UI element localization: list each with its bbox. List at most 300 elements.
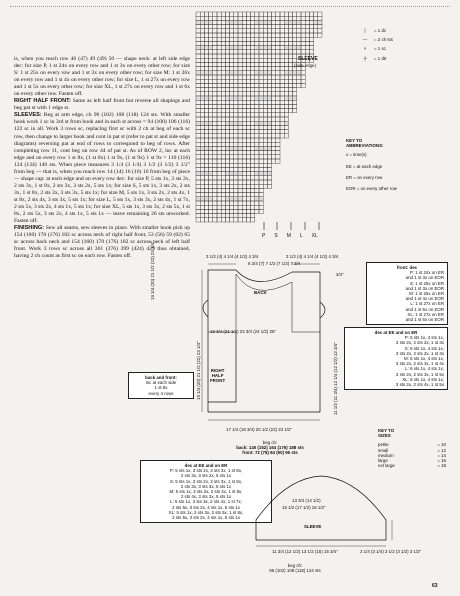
chart-cell <box>272 20 276 24</box>
chart-cell <box>213 83 217 87</box>
chart-cell <box>272 29 276 33</box>
chart-cell <box>242 67 246 71</box>
chart-cell <box>242 176 246 180</box>
chart-cell <box>213 134 217 138</box>
chart-cell <box>213 125 217 129</box>
chart-cell <box>246 184 250 188</box>
chart-cell <box>200 167 204 171</box>
chart-cell <box>238 209 242 213</box>
chart-cell <box>213 130 217 134</box>
chart-cell <box>242 29 246 33</box>
chart-cell <box>230 151 234 155</box>
chart-cell <box>234 121 238 125</box>
chart-cell <box>217 184 221 188</box>
chart-cell <box>196 50 200 54</box>
chart-cell <box>209 125 213 129</box>
chart-cell <box>284 79 288 83</box>
chart-cell <box>217 218 221 222</box>
chart-cell <box>293 58 297 62</box>
size-row: ext large = 18 <box>378 463 446 469</box>
chart-cell <box>225 83 229 87</box>
chart-cell <box>272 75 276 79</box>
chart-cell <box>225 125 229 129</box>
chart-cell <box>301 46 305 50</box>
chart-cell <box>263 88 267 92</box>
chart-cell <box>259 125 263 129</box>
chart-cell <box>221 100 225 104</box>
chart-cell <box>305 46 309 50</box>
symbol-row: | = 1 dc <box>364 28 387 33</box>
chart-cell <box>255 29 259 33</box>
chart-cell <box>251 109 255 113</box>
chart-cell <box>209 180 213 184</box>
chart-cell <box>242 37 246 41</box>
chart-cell <box>280 62 284 66</box>
chart-cell <box>276 113 280 117</box>
chart-cell <box>213 12 217 16</box>
chart-cell <box>213 62 217 66</box>
chart-cell <box>284 54 288 58</box>
chart-cell <box>276 79 280 83</box>
chart-cell <box>288 50 292 54</box>
chart-cell <box>251 218 255 222</box>
chart-cell <box>242 104 246 108</box>
chart-cell <box>213 20 217 24</box>
chart-cell <box>238 113 242 117</box>
chart-cell <box>267 46 271 50</box>
chart-cell <box>242 100 246 104</box>
chart-cell <box>196 146 200 150</box>
chart-cell <box>196 100 200 104</box>
chart-cell <box>251 125 255 129</box>
chart-cell <box>217 16 221 20</box>
chart-cell <box>213 151 217 155</box>
chart-cell <box>251 54 255 58</box>
chart-cell <box>242 151 246 155</box>
chart-cell <box>230 184 234 188</box>
chart-cell <box>276 100 280 104</box>
chart-cell <box>276 104 280 108</box>
chart-cell <box>196 12 200 16</box>
chart-cell <box>280 12 284 16</box>
chart-cell <box>267 121 271 125</box>
chart-cell <box>255 188 259 192</box>
chart-cell <box>200 16 204 20</box>
chart-cell <box>238 197 242 201</box>
chart-cell <box>276 83 280 87</box>
chart-cell <box>263 100 267 104</box>
chart-cell <box>238 151 242 155</box>
chart-cell <box>204 54 208 58</box>
chart-cell <box>288 109 292 113</box>
chart-cell <box>259 67 263 71</box>
chart-cell <box>196 130 200 134</box>
chart-cell <box>213 146 217 150</box>
instructions-p3: SLEEVES: Beg at arm edge, ch 96 (102) 108 (118) 124 sts. With smaller hook work 1 sc in 3rd st from hook and in each st across = 94 (100) 106 (116) 122 sc in all. Work 3 rows sc, replacing first sc with 2 ch at beg of each sc row, then change to larger hook and cont in pat st (refer to pat st and side edge diagrams) reversing pat at end of rows to correspond to beg of rows. After completing row 11, cont beg on row 44 of pat st. As of ROW 2, inc at each edge and on every row 1 st 8x, (1 st 8x) 1 st 9x, (1 st 9x) 1 st 9x = 110 (116) 124 (134) 140 sts. When piece measures 3 1/4 (3 1/4) 3 1/2 (3 1/2) 3 1/2" from beg — that is, when you reach row 14 (14) 16 (16) 16 from beg of piece — shape cap: at each edge and on every row dec: for size P, 5 sts 1x, 3 sts 2x, 2 sts 3x, 1 st 8x, 2 sts 3x, 3 sts 2x, 5 sts 1x; for size S, 5 sts 1x, 3 sts 2x, 2 sts 3x, 1 st 8x, 2 sts 3x, 3 sts 3x, 5 sts 1x; for size M, 5 sts 1x, 3 sts 2x, 2 sts 4x, 1 st 8x, 2 sts 4x, 3 sts 3x, 5 sts 1x; for size L, 5 sts 1x, 3 sts 3x, 2 sts 4x, 1 st 7x, 2 sts 5x, 3 sts 2x, 4 sts 1x, 5 sts 1x; for size XL, 5 sts 1x, 3 sts 3x, 2 sts 5x, 1 st 8x, 2 sts 5x, 3 sts 2x, 4 sts 1x, 5 sts 1x — leave remaining 26 sts unworked. Fasten off. <box>14 112 190 225</box>
size-label-m: M <box>286 233 291 239</box>
chart-subtitle: (side edge) <box>294 63 316 68</box>
chart-cell <box>272 92 276 96</box>
chart-cell <box>196 138 200 142</box>
chart-cell <box>230 155 234 159</box>
chart-cell <box>230 159 234 163</box>
chart-title: SLEEVE <box>298 56 318 62</box>
chart-cell <box>280 41 284 45</box>
chart-cell <box>288 88 292 92</box>
chart-cell <box>251 92 255 96</box>
chart-cell <box>221 142 225 146</box>
abbreviations-key <box>346 138 446 191</box>
chart-cell <box>293 71 297 75</box>
chart-cell <box>200 184 204 188</box>
chart-cell <box>230 180 234 184</box>
chart-cell <box>204 33 208 37</box>
chart-cell <box>225 25 229 29</box>
chart-cell <box>267 92 271 96</box>
chart-cell <box>225 12 229 16</box>
chart-cell <box>225 151 229 155</box>
chart-cell <box>196 29 200 33</box>
chart-cell <box>213 71 217 75</box>
chart-cell <box>267 113 271 117</box>
chart-cell <box>255 146 259 150</box>
chart-cell <box>314 20 318 24</box>
chart-cell <box>200 138 204 142</box>
chart-cell <box>314 16 318 20</box>
chart-cell <box>251 33 255 37</box>
chart-cell <box>272 109 276 113</box>
chart-cell <box>209 41 213 45</box>
chart-cell <box>242 172 246 176</box>
chart-cell <box>246 12 250 16</box>
chart-cell <box>196 37 200 41</box>
chart-cell <box>209 121 213 125</box>
chart-cell <box>255 41 259 45</box>
chart-cell <box>259 151 263 155</box>
chart-cell <box>200 50 204 54</box>
chart-cell <box>213 100 217 104</box>
chart-cell <box>293 104 297 108</box>
chart-cell <box>242 83 246 87</box>
chart-cell <box>196 25 200 29</box>
chart-cell <box>196 104 200 108</box>
chart-cell <box>234 20 238 24</box>
chart-cell <box>230 109 234 113</box>
chart-cell <box>259 188 263 192</box>
chart-cell <box>204 37 208 41</box>
chart-cell <box>196 117 200 121</box>
chart-cell <box>263 41 267 45</box>
chart-cell <box>301 41 305 45</box>
chart-cell <box>263 75 267 79</box>
chart-cell <box>297 50 301 54</box>
chart-cell <box>259 113 263 117</box>
chart-cell <box>276 117 280 121</box>
chart-cell <box>251 184 255 188</box>
chart-cell <box>246 50 250 54</box>
size-row: medium = 14 <box>378 452 446 458</box>
chart-cell <box>204 58 208 62</box>
chart-cell <box>263 125 267 129</box>
chart-cell <box>272 71 276 75</box>
chart-cell <box>238 142 242 146</box>
chart-cell <box>272 159 276 163</box>
chart-cell <box>280 75 284 79</box>
chart-cell <box>204 130 208 134</box>
chart-cell <box>230 41 234 45</box>
chart-cell <box>272 62 276 66</box>
chart-cell <box>242 121 246 125</box>
chart-cell <box>213 138 217 142</box>
chart-cell <box>196 176 200 180</box>
chart-cell <box>255 88 259 92</box>
chart-cell <box>272 151 276 155</box>
chart-cell <box>259 75 263 79</box>
chart-cell <box>204 197 208 201</box>
chart-cell <box>196 54 200 58</box>
chart-cell <box>293 88 297 92</box>
chart-cell <box>234 113 238 117</box>
chart-cell <box>251 176 255 180</box>
chart-cell <box>259 201 263 205</box>
chart-cell <box>242 16 246 20</box>
chart-cell <box>297 83 301 87</box>
chart-cell <box>284 92 288 96</box>
chart-cell <box>246 155 250 159</box>
chart-cell <box>276 109 280 113</box>
chart-cell <box>284 12 288 16</box>
chart-cell <box>221 193 225 197</box>
chart-cell <box>221 58 225 62</box>
chart-cell <box>213 109 217 113</box>
chart-cell <box>234 176 238 180</box>
chart-cell <box>209 159 213 163</box>
chart-cell <box>217 29 221 33</box>
chart-cell <box>213 184 217 188</box>
chart-cell <box>213 113 217 117</box>
chart-cell <box>221 67 225 71</box>
chart-cell <box>284 113 288 117</box>
back-top-right: 3 1/2 (4) 4 1/4 (4 1/2) 4 3/4 <box>286 254 339 259</box>
chart-cell <box>242 12 246 16</box>
sleeve-label: SLEEVE <box>304 524 322 529</box>
chart-cell <box>267 54 271 58</box>
chart-cell <box>230 67 234 71</box>
chart-cell <box>200 218 204 222</box>
chart-cell <box>272 138 276 142</box>
chart-cell <box>196 172 200 176</box>
heading-sleeves: SLEEVES: <box>14 112 42 119</box>
chart-cell <box>251 12 255 16</box>
front-height: 19 1/4 (20) 21 1/2 (22) 23 1/4" <box>196 341 201 400</box>
chart-cell <box>251 29 255 33</box>
chart-cell <box>280 104 284 108</box>
chart-cell <box>213 172 217 176</box>
chart-cell <box>221 218 225 222</box>
chart-cell <box>213 92 217 96</box>
chart-cell <box>234 33 238 37</box>
chart-cell <box>234 12 238 16</box>
chart-cell <box>259 37 263 41</box>
chart-cell <box>259 50 263 54</box>
chart-cell <box>230 197 234 201</box>
chart-cell <box>267 33 271 37</box>
chart-cell <box>242 33 246 37</box>
chart-cell <box>263 113 267 117</box>
chart-cell <box>288 79 292 83</box>
chart-cell <box>213 163 217 167</box>
chart-cell <box>259 159 263 163</box>
chart-cell <box>255 92 259 96</box>
chart-cell <box>297 16 301 20</box>
chart-cell <box>204 205 208 209</box>
page-number: 63 <box>432 583 438 589</box>
chart-cell <box>259 33 263 37</box>
chart-cell <box>225 88 229 92</box>
chart-cell <box>288 16 292 20</box>
chart-cell <box>234 146 238 150</box>
chart-cell <box>259 20 263 24</box>
chart-cell <box>200 12 204 16</box>
chart-cell <box>242 46 246 50</box>
chart-cell <box>200 125 204 129</box>
chart-cell <box>230 214 234 218</box>
chart-cell <box>246 67 250 71</box>
chart-cell <box>251 41 255 45</box>
chart-cell <box>309 37 313 41</box>
chart-cell <box>204 180 208 184</box>
chart-cell <box>288 37 292 41</box>
chart-cell <box>255 50 259 54</box>
chart-cell <box>293 83 297 87</box>
chart-cell <box>221 16 225 20</box>
chart-cell <box>196 79 200 83</box>
instructions-p1: is, when you reach row 46 (47) 49 (49) 50 — shape neck: at left side edge dec: for size P, 1 st 24x on every row and 1 st 3x on every other row; for size S: 1 st 25x on every row and 1 st 3x on every other row; for size M: 1 st 26x on every row and 1 st 4x on every other row; for size L, 1 st 27x on every row and 1 st 5x on every other row; for size XL, 1 st 27x on every row and 1 st 6x on every other row. Fasten off. <box>14 56 190 98</box>
chart-cell <box>238 130 242 134</box>
chart-cell <box>238 193 242 197</box>
chart-cell <box>293 16 297 20</box>
chart-cell <box>246 163 250 167</box>
chart-cell <box>246 54 250 58</box>
chart-cell <box>255 113 259 117</box>
chart-cell <box>255 205 259 209</box>
chart-cell <box>196 67 200 71</box>
chart-cell <box>272 121 276 125</box>
chart-cell <box>209 163 213 167</box>
chart-cell <box>238 62 242 66</box>
chart-cell <box>200 155 204 159</box>
chart-cell <box>309 50 313 54</box>
chart-cell <box>204 218 208 222</box>
chart-cell <box>225 209 229 213</box>
chart-cell <box>267 58 271 62</box>
chart-cell <box>196 184 200 188</box>
front-right-height: 11 1/2 (11 3/4) 12 1/4 (12 1/2) 12 3/4" <box>333 342 338 415</box>
chart-cell <box>221 184 225 188</box>
chart-cell <box>238 159 242 163</box>
chart-cell <box>217 176 221 180</box>
chart-cell <box>267 62 271 66</box>
chart-cell <box>263 62 267 66</box>
chart-cell <box>267 130 271 134</box>
chart-cell <box>284 16 288 20</box>
chart-cell <box>246 142 250 146</box>
chart-cell <box>213 142 217 146</box>
chart-cell <box>301 29 305 33</box>
chart-cell <box>200 142 204 146</box>
chart-cell <box>263 151 267 155</box>
chart-cell <box>293 20 297 24</box>
chart-cell <box>230 167 234 171</box>
chart-cell <box>267 12 271 16</box>
chart-cell <box>234 201 238 205</box>
chart-cell <box>255 151 259 155</box>
chart-cell <box>225 71 229 75</box>
chart-cell <box>196 197 200 201</box>
chart-cell <box>217 12 221 16</box>
size-label-s: S <box>274 233 278 239</box>
chart-cell <box>246 92 250 96</box>
chart-cell <box>259 54 263 58</box>
chart-cell <box>242 167 246 171</box>
chart-cell <box>301 33 305 37</box>
chart-cell <box>230 138 234 142</box>
chart-cell <box>276 54 280 58</box>
chart-cell <box>217 109 221 113</box>
chart-cell <box>234 134 238 138</box>
chart-cell <box>225 184 229 188</box>
chart-cell <box>246 100 250 104</box>
chart-cell <box>242 184 246 188</box>
chart-cell <box>209 62 213 66</box>
chart-cell <box>242 88 246 92</box>
chart-cell <box>288 83 292 87</box>
chart-cell <box>221 138 225 142</box>
size-row: petite = 10 <box>378 442 446 448</box>
chart-cell <box>230 29 234 33</box>
chart-cell <box>293 37 297 41</box>
chart-cell <box>234 58 238 62</box>
chart-cell <box>255 33 259 37</box>
sleeve-width-2: 15 1/2 (17 1/2) 18 1/2" <box>282 505 326 510</box>
chart-cell <box>217 188 221 192</box>
chart-cell <box>280 113 284 117</box>
chart-cell <box>204 96 208 100</box>
chart-cell <box>246 172 250 176</box>
chart-cell <box>263 146 267 150</box>
chart-cell <box>221 197 225 201</box>
chart-cell <box>301 12 305 16</box>
chart-cell <box>242 25 246 29</box>
chart-cell <box>196 20 200 24</box>
front-dec-box: front: dec P: 1 st 24x on ER and 1 st 3x on EOR S: 1 st 25x on ER and 1 st 3x on EOR M: 1 st 26x on ER and 1 st 4x on EOR L: 1 st 27x on ER and 1 st 5x on EOR XL: 1 st 27x on ER and 1 st 6x on EOR <box>366 262 448 325</box>
chart-cell <box>234 205 238 209</box>
chart-cell <box>209 197 213 201</box>
symbol-key <box>360 28 440 61</box>
chart-cell <box>276 50 280 54</box>
chart-cell <box>213 75 217 79</box>
abbrev-item: ER = on every row <box>346 174 383 180</box>
chart-size-labels <box>262 233 342 239</box>
chart-cell <box>221 109 225 113</box>
chart-cell <box>301 75 305 79</box>
sleeve-stitch-chart <box>196 8 336 230</box>
chart-cell <box>217 197 221 201</box>
chart-cell <box>305 20 309 24</box>
chart-cell <box>246 62 250 66</box>
chart-cell <box>305 37 309 41</box>
chart-cell <box>280 58 284 62</box>
